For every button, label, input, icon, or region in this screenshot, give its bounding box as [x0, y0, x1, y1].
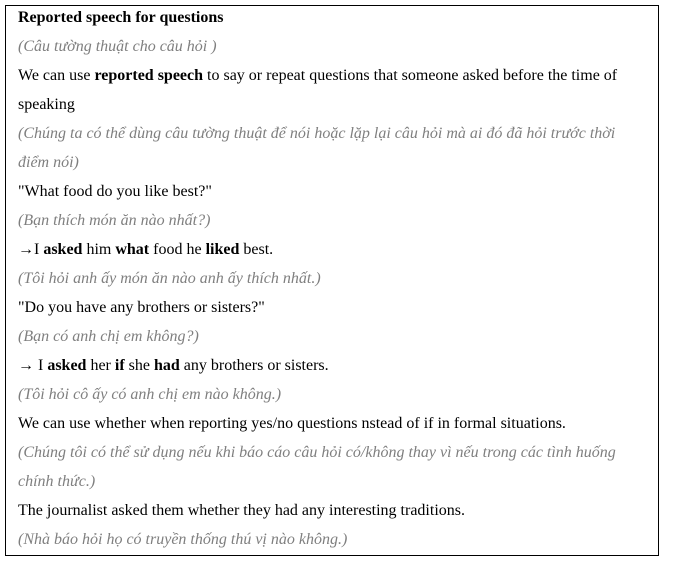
example1-reported-translation: (Tôi hỏi anh ấy món ăn nào anh ấy thích nhất.) [18, 270, 321, 287]
intro-line-1 [18, 66, 617, 86]
example2-direct-translation: (Bạn có anh chị em không?) [18, 328, 199, 345]
intro-text-2: to say or repeat questions that someone asked before the time of [203, 67, 618, 84]
example1-reported-question [18, 240, 273, 260]
intro-translation-line-2: điểm nói) [18, 154, 79, 171]
example3-reported-sentence: The journalist asked them whether they had any interesting traditions. [18, 502, 465, 519]
example1-direct-question: "What food do you like best?" [18, 183, 212, 200]
intro-line-2: speaking [18, 96, 75, 113]
bold-segment: had [154, 357, 180, 374]
segment: best. [239, 241, 274, 258]
example3-reported-translation: (Nhà báo hỏi họ có truyền thống thú vị nào không.) [18, 531, 348, 548]
content-box [5, 5, 659, 556]
segment: → I [18, 357, 48, 374]
segment: →I [18, 241, 44, 258]
page-title [18, 8, 223, 28]
example1-direct-translation: (Bạn thích món ăn nào nhất?) [18, 212, 211, 229]
whether-rule-translation-line-2: chính thức.) [18, 473, 96, 490]
intro-text-1: We can use [18, 67, 95, 84]
bold-segment: asked [47, 357, 87, 374]
intro-translation-line-1: (Chúng ta có thể dùng câu tường thuật để nói hoặc lặp lại câu hỏi mà ai đó đã hỏi trước thời [18, 125, 616, 142]
example2-direct-question: "Do you have any brothers or sisters?" [18, 299, 265, 316]
title-text: Reported speech for questions [18, 9, 224, 26]
segment: any brothers or sisters. [179, 357, 329, 374]
segment: him [82, 241, 116, 258]
segment: her [86, 357, 115, 374]
example2-reported-question [18, 356, 329, 376]
intro-bold-term: reported speech [94, 67, 204, 84]
whether-rule: We can use whether when reporting yes/no questions nstead of if in formal situations. [18, 415, 566, 432]
bold-segment: liked [205, 241, 240, 258]
whether-rule-translation-line-1: (Chúng tôi có thể sử dụng nếu khi báo cáo câu hỏi có/không thay vì nếu trong các tình huống [18, 444, 616, 461]
title-translation: (Câu tường thuật cho câu hỏi ) [18, 38, 217, 55]
example2-reported-translation: (Tôi hỏi cô ấy có anh chị em nào không.) [18, 386, 282, 403]
bold-segment: if [114, 357, 125, 374]
bold-segment: asked [43, 241, 83, 258]
bold-segment: what [115, 241, 150, 258]
segment: food he [149, 241, 206, 258]
segment: she [124, 357, 154, 374]
